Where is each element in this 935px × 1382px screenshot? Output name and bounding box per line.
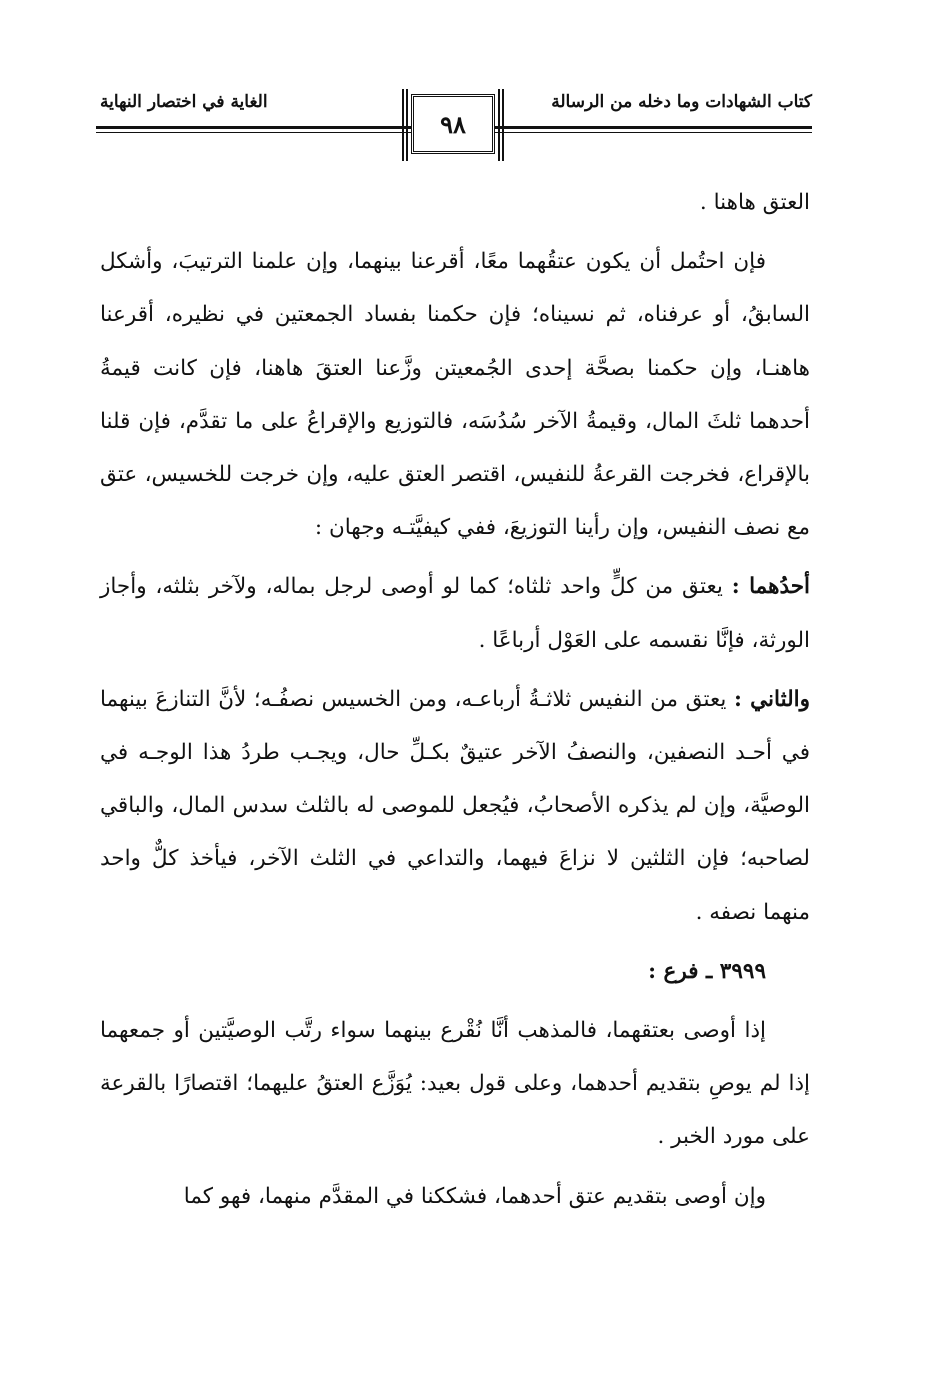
page-number: ٩٨ bbox=[440, 109, 466, 139]
section-label: فرع : bbox=[648, 958, 699, 984]
paragraph-lead: والثاني : bbox=[733, 686, 810, 712]
page-number-frame bbox=[411, 94, 495, 154]
section-heading bbox=[100, 945, 810, 998]
section-number: ٣٩٩٩ ـ bbox=[706, 958, 766, 984]
book-title: الغاية في اختصار النهاية bbox=[100, 92, 268, 112]
chapter-title: كتاب الشهادات وما دخله من الرسالة bbox=[551, 92, 812, 112]
body-text bbox=[100, 176, 810, 1223]
paragraph: وإن أوصى بتقديم عتق أحدهما، فشككنا في المقدَّم منهما، فهو كما bbox=[183, 1183, 766, 1209]
paragraph-lead: أحدُهما : bbox=[731, 574, 810, 600]
paragraph-text: يعتق من كلٍّ واحد ثلثاه؛ كما لو أوصى لرجل بماله، ولآخر بثلثه، وأجاز الورثة، فإنَّا نقسمه على العَوْل أرباعًا . bbox=[100, 574, 810, 653]
paragraph-text: يعتق من النفيس ثلاثـةُ أرباعـه، ومن الخسيس نصفُـه؛ لأنَّ التنازعَ بينهما في أحـد النصفين، والنصفُ الآخر عتيقٌ بكـلِّ حال، ويجـب طردُ هذا الوجـه في الوصيَّة، وإن لم يذكره الأصحابُ، فيُجعل للموصى له بالثلث سدس المال، والباقي لصاحبه؛ فإن الثلثين لا نزاعَ فيهما، والتداعي في الثلث الآخر، فيأخذ كلٌّ واحد منهما نصفه . bbox=[100, 686, 810, 925]
paragraph: إذا أوصى بعتقهما، فالمذهب أنَّا نُقْرع بينهما سواء رتَّب الوصيَّتين أو جمعهما إذا لم يوصِ بتقديم أحدهما، وعلى قول بعيد: يُوَزَّع العتقُ عليهما؛ اقتصارًا بالقرعة على مورد الخبر . bbox=[100, 1018, 810, 1150]
paragraph: العتق هاهنا . bbox=[699, 190, 810, 215]
paragraph bbox=[100, 673, 810, 939]
paragraph bbox=[100, 560, 810, 666]
running-header bbox=[96, 78, 812, 168]
paragraph: فإن احتُمل أن يكون عتقُهما معًا، أقرعنا بينهما، وإن علمنا الترتيبَ، وأشكل السابقُ، أو عرفناه، ثم نسيناه؛ فإن حكمنا بفساد الجمعتين في نظيره، أقرعنا هاهنـا، وإن حكمنا بصحَّة إحدى الجُمعيتن وزَّعنا العتقَ هاهنا، فإن كانت قيمةُ أحدهما ثلثَ المال، وقيمةُ الآخر سُدُسَه، فالتوزيع والإقراعُ على ما تقدَّم، فإن قلنا بالإقراع، فخرجت القرعةُ للنفيس، اقتصر العتق عليه، وإن خرجت للخسيس، عتق مع نصف النفيس، وإن رأينا التوزيعَ، ففي كيفيَّتـه وجهان : bbox=[100, 249, 810, 541]
